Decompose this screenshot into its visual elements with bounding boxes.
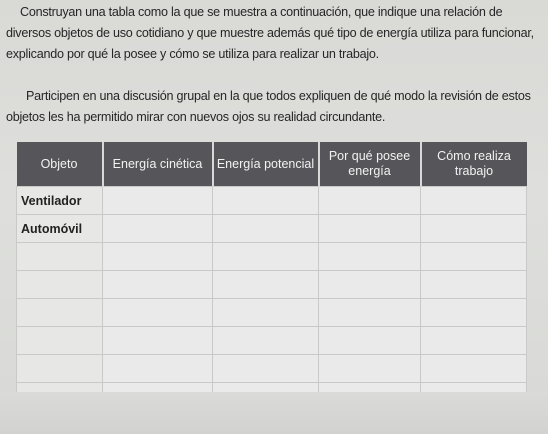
table-cell: Ventilador — [17, 187, 103, 215]
table-row — [17, 299, 527, 327]
table-cell — [319, 355, 421, 383]
table-cell — [213, 355, 319, 383]
table-row — [17, 187, 527, 215]
table-row — [17, 243, 527, 271]
table-cell — [421, 215, 527, 243]
table-cell — [103, 215, 213, 243]
table-cell — [17, 355, 103, 383]
table-cell — [103, 327, 213, 355]
table-cell — [17, 327, 103, 355]
table-row — [17, 215, 527, 243]
table-row — [17, 327, 527, 355]
table-cell — [319, 215, 421, 243]
table-cell: Automóvil — [17, 215, 103, 243]
table-cell — [17, 271, 103, 299]
table-cell — [319, 327, 421, 355]
table-body — [17, 187, 527, 411]
table-header-row — [17, 142, 527, 187]
table-cell — [17, 299, 103, 327]
header-por-que-posee-energia: Por qué posee energía — [319, 142, 421, 187]
instruction-paragraph-1: Construyan una tabla como la que se muestra a continuación, que indique una relación de diversos objetos de uso cotidiano y que muestre además qué tipo de energía utiliza para funcionar, explicando por qué la posee y cómo se utiliza para realizar un trabajo. — [6, 5, 534, 61]
table-cell — [421, 355, 527, 383]
energy-table — [16, 142, 527, 411]
energy-table-container — [16, 142, 526, 411]
table-cell — [319, 187, 421, 215]
table-cell — [213, 271, 319, 299]
header-como-realiza-trabajo: Cómo realiza trabajo — [421, 142, 527, 187]
table-cell — [421, 271, 527, 299]
table-cell — [213, 327, 319, 355]
table-cell — [421, 243, 527, 271]
table-cell — [103, 271, 213, 299]
page-bottom-shadow — [0, 392, 548, 434]
table-cell — [319, 271, 421, 299]
table-cell — [103, 243, 213, 271]
table-cell — [103, 299, 213, 327]
table-row — [17, 271, 527, 299]
table-cell — [319, 243, 421, 271]
table-cell — [421, 187, 527, 215]
header-energia-cinetica: Energía cinética — [103, 142, 213, 187]
table-cell — [103, 355, 213, 383]
table-cell — [213, 187, 319, 215]
table-cell — [213, 243, 319, 271]
table-cell — [319, 299, 421, 327]
table-cell — [103, 187, 213, 215]
table-cell — [213, 299, 319, 327]
table-cell — [421, 327, 527, 355]
table-cell — [213, 215, 319, 243]
table-cell — [17, 243, 103, 271]
instruction-paragraph-2: Participen en una discusión grupal en la que todos expliquen de qué modo la revisión de estos objetos les ha permitido mirar con nuevos ojos su realidad circundante. — [6, 89, 531, 124]
header-objeto: Objeto — [17, 142, 103, 187]
header-energia-potencial: Energía potencial — [213, 142, 319, 187]
table-cell — [421, 299, 527, 327]
table-row — [17, 355, 527, 383]
